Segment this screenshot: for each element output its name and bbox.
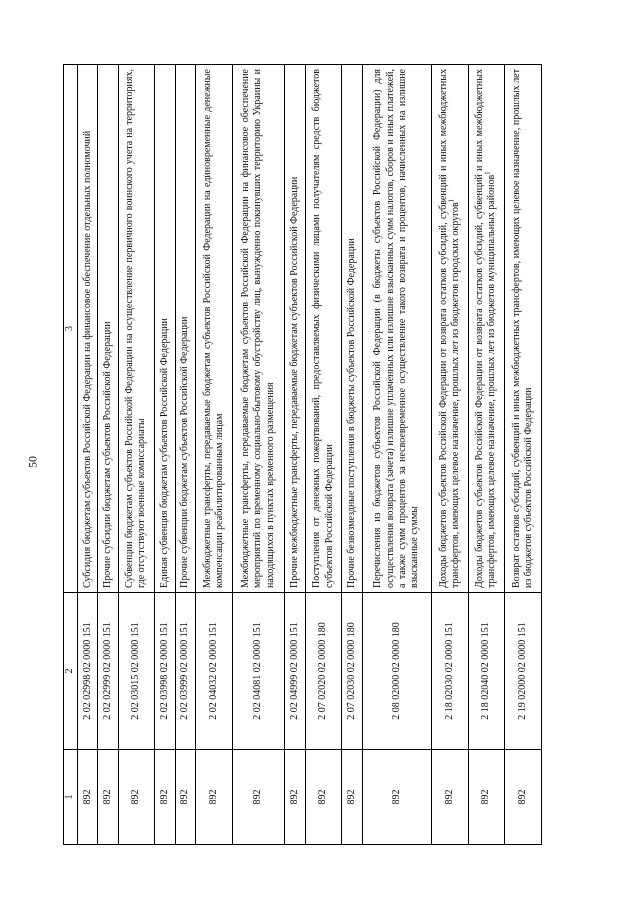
revenue-code-cell: 2 07 02020 02 0000 180 (305, 593, 342, 750)
footnote-marker: 1 (447, 198, 456, 203)
table-row (195, 65, 232, 845)
revenue-name-cell (195, 65, 232, 593)
revenue-name-cell (285, 65, 305, 593)
table-row (362, 65, 431, 845)
table-row (468, 65, 505, 845)
revenue-code-cell: 2 02 03015 02 0000 151 (118, 593, 155, 750)
header-col-2: 2 (64, 593, 78, 750)
table-row (285, 65, 305, 845)
revenue-code-cell: 2 08 02000 02 0000 180 (362, 593, 431, 750)
header-row (64, 65, 78, 845)
revenue-name-text: Субсидия бюджетам субъектов Российской Федерации на финансовое обеспечение отдельных полномочий (81, 130, 93, 588)
revenue-name-text: Прочие безвозмездные поступления в бюджеты субъектов Российской Федерации (345, 238, 357, 588)
admin-code-cell: 892 (305, 750, 342, 845)
admin-code-cell: 892 (118, 750, 155, 845)
admin-code-cell: 892 (175, 750, 195, 845)
footnote-marker: 1 (484, 171, 493, 175)
table-row (342, 65, 362, 845)
table-row (505, 65, 542, 845)
admin-code-cell: 892 (98, 750, 118, 845)
revenue-name-cell (98, 65, 118, 593)
revenue-name-cell (175, 65, 195, 593)
revenue-name-text: Единая субвенция бюджетам субъектов Российской Федерации (158, 318, 170, 588)
table-row (431, 65, 468, 845)
table-row (98, 65, 118, 845)
revenue-code-cell: 2 02 04081 02 0000 151 (232, 593, 285, 750)
revenue-name-cell (468, 65, 505, 593)
table-row (78, 65, 98, 845)
revenue-name-text: Прочие субсидии бюджетам субъектов Российской Федерации (101, 321, 113, 588)
revenue-name-cell (78, 65, 98, 593)
table-row (175, 65, 195, 845)
revenue-code-cell: 2 02 02998 02 0000 151 (78, 593, 98, 750)
admin-code-cell: 892 (285, 750, 305, 845)
table-row (118, 65, 155, 845)
revenue-code-cell: 2 02 04032 02 0000 151 (195, 593, 232, 750)
table-row (232, 65, 285, 845)
header-col-3: 3 (64, 65, 78, 593)
revenue-name-cell (155, 65, 175, 593)
revenue-name-text: Возврат остатков субсидий, субвенций и иных межбюджетных трансфертов, имеющих целевое назначение, прошлых лет из бюджетов субъектов Российской Федерации (510, 69, 535, 588)
revenue-name-text: Поступления от денежных пожертвований, предоставляемых физическими лицами получателям средств бюджетов субъектов Российской Федерации (311, 69, 335, 588)
rotated-table-container (63, 65, 543, 845)
revenue-name-text: Прочие межбюджетные трансферты, передаваемые бюджетам субъектов Российской Федерации (289, 176, 300, 588)
revenue-name-cell (118, 65, 155, 593)
admin-code-cell: 892 (195, 750, 232, 845)
page-number: 50 (25, 456, 40, 468)
admin-code-cell: 892 (362, 750, 431, 845)
revenue-name-cell (305, 65, 342, 593)
revenue-name-cell (342, 65, 362, 593)
admin-code-cell: 892 (232, 750, 285, 845)
admin-code-cell: 892 (431, 750, 468, 845)
admin-code-cell: 892 (342, 750, 362, 845)
revenue-name-text: Перечисления из бюджетов субъектов Российской Федерации (в бюджеты субъектов Российской Федерации) для осуществления возврата (зачета) излишне уплаченных или излишне взысканных сумм налогов, сборов и иных платежей, а также сумм процентов за несвоевременное осуществление такого возврата и процентов, начисленных на излишне взысканные суммы (372, 69, 420, 588)
revenue-name-text: Доходы бюджетов субъектов Российской Федерации от возврата остатков субсидий, субвенций и иных межбюджетных трансфертов, имеющих целевое назначение, прошлых лет из бюджетов городских округов (437, 69, 461, 588)
revenue-name-cell (431, 65, 468, 593)
table-row (155, 65, 175, 845)
revenue-code-cell: 2 02 02999 02 0000 151 (98, 593, 118, 750)
admin-code-cell: 892 (155, 750, 175, 845)
revenue-code-cell: 2 02 03998 02 0000 151 (155, 593, 175, 750)
revenue-name-cell (362, 65, 431, 593)
header-col-1: 1 (64, 750, 78, 845)
revenue-name-text: Межбюджетные трансферты, передаваемые бюджетам субъектов Российской Федерации на финансовое обеспечение мероприятий по временному социально-бытовому обустройству лиц, вынужденно покинувших территорию Украины и находящихся в пунктах временного размещения (240, 69, 276, 588)
revenue-name-cell (232, 65, 285, 593)
admin-code-cell: 892 (468, 750, 505, 845)
revenue-code-cell: 2 02 03999 02 0000 151 (175, 593, 195, 750)
revenue-code-cell: 2 18 02040 02 0000 151 (468, 593, 505, 750)
admin-code-cell: 892 (78, 750, 98, 845)
revenue-code-cell: 2 18 02030 02 0000 151 (431, 593, 468, 750)
revenue-name-text: Субвенции бюджетам субъектов Российской Федерации на осуществление первичного воинского учета на территориях, где отсутствуют военные комиссариаты (124, 69, 148, 588)
revenue-code-cell: 2 19 02000 02 0000 151 (505, 593, 542, 750)
revenue-name-text: Межбюджетные трансферты, передаваемые бюджетам субъектов Российской Федерации на единовременные денежные компенсации реабилитированным лицам (201, 69, 225, 588)
revenue-name-text: Доходы бюджетов субъектов Российской Федерации от возврата остатков субсидий, субвенций и иных межбюджетных трансфертов, имеющих целевое назначение, прошлых лет из бюджетов муниципальных районов (474, 69, 498, 588)
revenue-name-text: Прочие субвенции бюджетам субъектов Российской Федерации (179, 316, 191, 588)
admin-code-cell: 892 (505, 750, 542, 845)
revenue-codes-table (63, 64, 542, 845)
revenue-code-cell: 2 07 02030 02 0000 180 (342, 593, 362, 750)
revenue-name-cell (505, 65, 542, 593)
table-row (305, 65, 342, 845)
revenue-code-cell: 2 02 04999 02 0000 151 (285, 593, 305, 750)
